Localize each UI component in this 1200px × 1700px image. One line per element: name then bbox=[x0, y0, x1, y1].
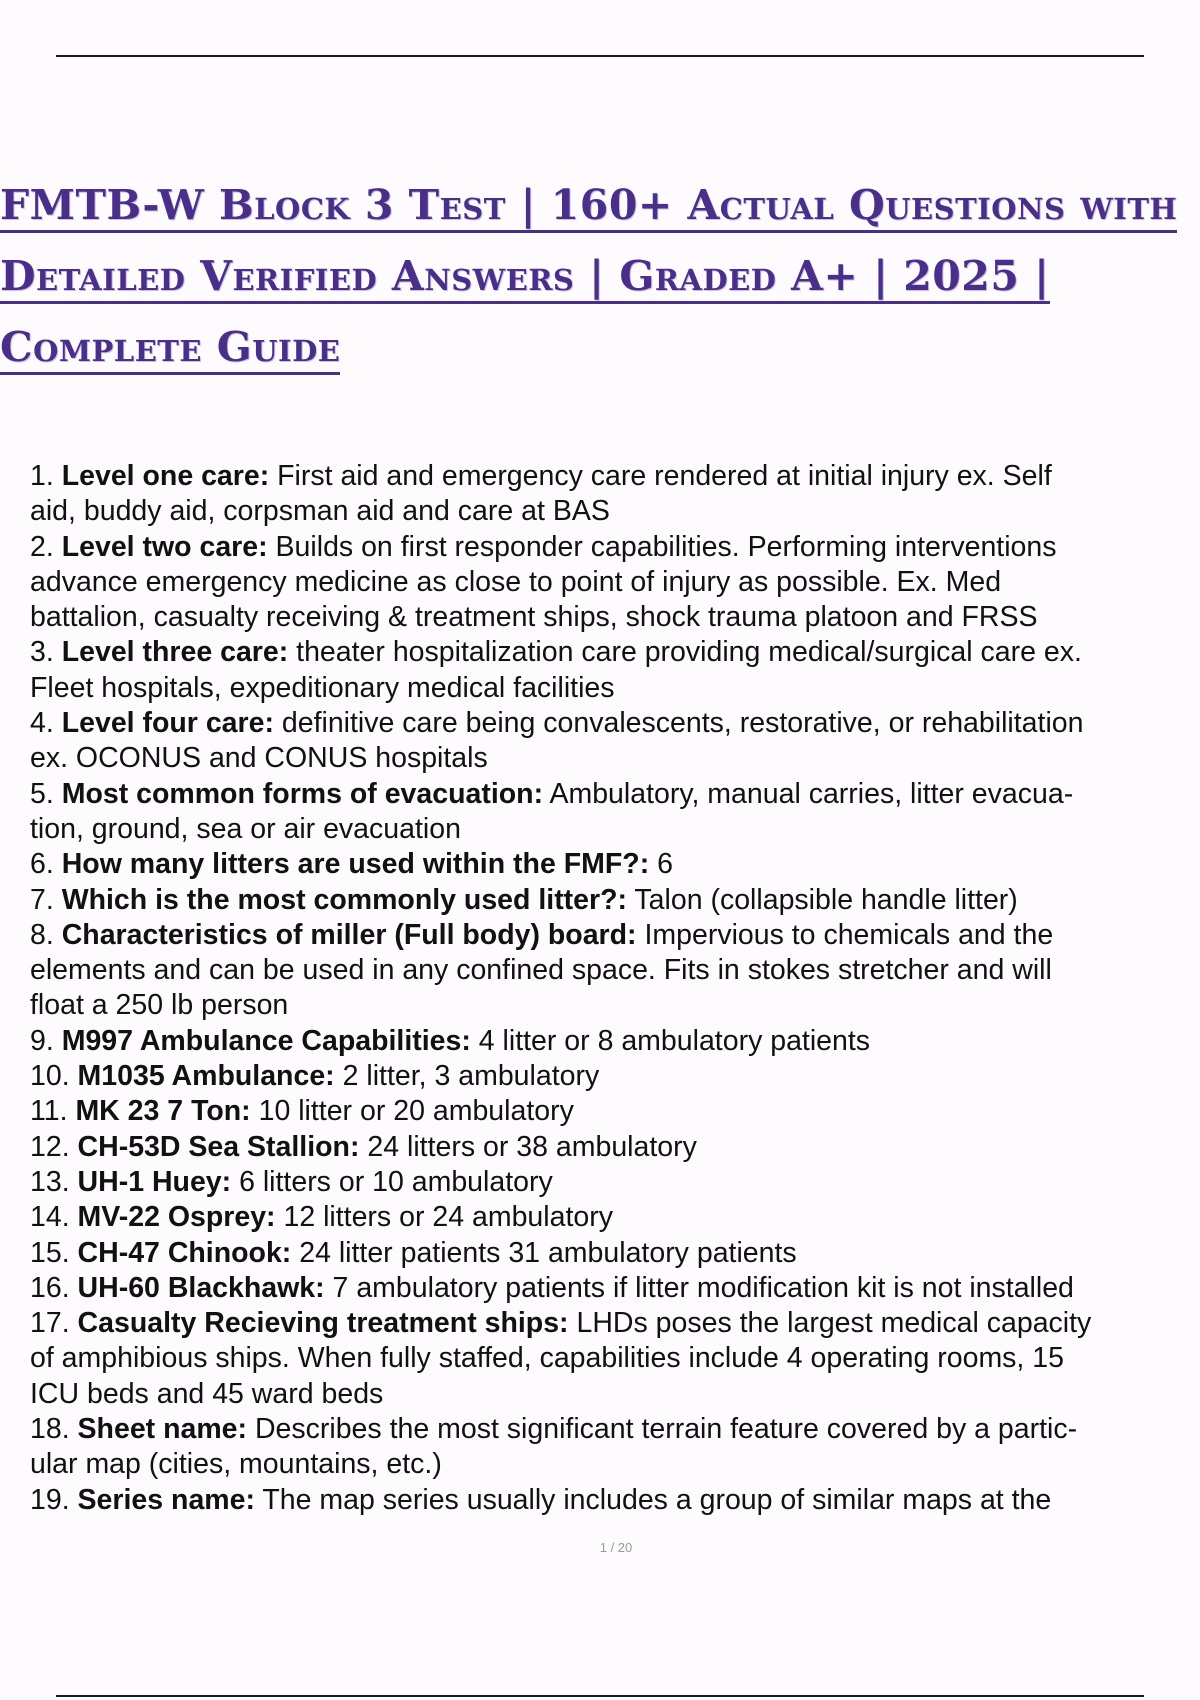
qa-item bbox=[30, 777, 1200, 848]
qa-line bbox=[30, 1165, 1200, 1200]
qa-answer-text: ex. OCONUS and CONUS hospitals bbox=[30, 742, 488, 775]
qa-answer-text: aid, buddy aid, corpsman aid and care at BAS bbox=[30, 495, 610, 528]
qa-line bbox=[30, 1236, 1200, 1271]
qa-line bbox=[30, 494, 1200, 529]
qa-number: 7. bbox=[30, 883, 54, 916]
qa-answer-text: battalion, casualty receiving & treatment ships, shock trauma platoon and FRSS bbox=[30, 601, 1038, 634]
qa-question: Series name: bbox=[77, 1483, 255, 1516]
qa-question: M1035 Ambulance: bbox=[77, 1060, 335, 1093]
qa-item bbox=[30, 1094, 1200, 1129]
qa-number: 9. bbox=[30, 1024, 54, 1057]
qa-item bbox=[30, 918, 1200, 1024]
qa-question: CH-47 Chinook: bbox=[77, 1236, 292, 1269]
qa-number: 6. bbox=[30, 848, 54, 881]
qa-question: CH-53D Sea Stallion: bbox=[77, 1130, 360, 1163]
qa-number: 5. bbox=[30, 777, 54, 810]
qa-answer-text: tion, ground, sea or air evacuation bbox=[30, 812, 461, 845]
qa-question: UH-60 Blackhawk: bbox=[77, 1271, 325, 1304]
qa-line bbox=[30, 635, 1200, 670]
qa-line bbox=[30, 459, 1200, 494]
qa-question: Sheet name: bbox=[77, 1413, 248, 1446]
qa-answer-text: Ambulatory, manual carries, litter evacua- bbox=[543, 777, 1074, 810]
page-indicator: 1 / 20 bbox=[599, 1540, 633, 1555]
qa-line bbox=[30, 1412, 1200, 1447]
document-title bbox=[0, 170, 1178, 383]
qa-question: Level four care: bbox=[61, 707, 274, 740]
qa-item bbox=[30, 459, 1200, 530]
qa-item bbox=[30, 883, 1200, 918]
qa-question: Which is the most commonly used litter?: bbox=[61, 883, 628, 916]
qa-answer-text: Describes the most significant terrain feature covered by a partic- bbox=[247, 1413, 1078, 1446]
qa-number: 1. bbox=[30, 460, 54, 492]
question-answer-list bbox=[30, 459, 1200, 1518]
qa-answer-text: definitive care being convalescents, restorative, or rehabilitation bbox=[273, 707, 1084, 740]
qa-answer-text: of amphibious ships. When fully staffed, capabilities include 4 operating rooms, 15 bbox=[30, 1342, 1064, 1375]
qa-answer-text: ICU beds and 45 ward beds bbox=[30, 1377, 384, 1410]
qa-number: 17. bbox=[30, 1307, 70, 1340]
qa-answer-text: 24 litter patients 31 ambulatory patients bbox=[291, 1236, 797, 1269]
qa-line bbox=[30, 988, 1200, 1023]
qa-question: Characteristics of miller (Full body) board: bbox=[61, 918, 637, 951]
qa-line bbox=[30, 1306, 1200, 1341]
qa-item bbox=[30, 847, 1200, 882]
qa-number: 19. bbox=[30, 1483, 70, 1516]
qa-item bbox=[30, 1165, 1200, 1200]
qa-number: 16. bbox=[30, 1271, 70, 1304]
qa-item bbox=[30, 1483, 1200, 1518]
qa-answer-text: elements and can be used in any confined space. Fits in stokes stretcher and will bbox=[30, 954, 1052, 987]
qa-line bbox=[30, 1483, 1200, 1518]
qa-answer-text: 2 litter, 3 ambulatory bbox=[334, 1060, 600, 1093]
qa-answer-text: 6 litters or 10 ambulatory bbox=[231, 1165, 553, 1198]
qa-line bbox=[30, 918, 1200, 953]
qa-number: 4. bbox=[30, 707, 54, 740]
qa-answer-text: 10 litter or 20 ambulatory bbox=[250, 1095, 574, 1128]
qa-answer-text: 24 litters or 38 ambulatory bbox=[359, 1130, 697, 1163]
qa-number: 18. bbox=[30, 1413, 70, 1446]
qa-item bbox=[30, 1236, 1200, 1271]
qa-answer-text: LHDs poses the largest medical capacity bbox=[568, 1307, 1092, 1340]
qa-question: Casualty Recieving treatment ships: bbox=[77, 1307, 569, 1340]
title-line-2: Detailed Verified Answers | Graded A+ | 2025 | bbox=[0, 241, 1170, 312]
qa-number: 2. bbox=[30, 530, 54, 563]
qa-question: UH-1 Huey: bbox=[77, 1165, 232, 1198]
qa-answer-text: 7 ambulatory patients if litter modification kit is not installed bbox=[324, 1271, 1074, 1304]
qa-number: 12. bbox=[30, 1130, 70, 1163]
qa-line bbox=[30, 1200, 1200, 1235]
qa-line bbox=[30, 530, 1200, 565]
qa-item bbox=[30, 1412, 1200, 1483]
qa-answer-text: Fleet hospitals, expeditionary medical facilities bbox=[30, 671, 615, 704]
qa-number: 10. bbox=[30, 1060, 70, 1093]
qa-item bbox=[30, 1271, 1200, 1306]
qa-answer-text: Builds on first responder capabilities. Performing interventions bbox=[267, 530, 1057, 563]
qa-answer-text: Talon (collapsible handle litter) bbox=[627, 883, 1018, 916]
qa-answer-text: 12 litters or 24 ambulatory bbox=[275, 1201, 613, 1234]
qa-line bbox=[30, 1094, 1200, 1129]
qa-item bbox=[30, 1306, 1200, 1412]
qa-line bbox=[30, 1024, 1200, 1059]
qa-line bbox=[30, 1130, 1200, 1165]
qa-answer-text: theater hospitalization care providing medical/surgical care ex. bbox=[288, 636, 1082, 669]
qa-item bbox=[30, 1024, 1200, 1059]
qa-line bbox=[30, 706, 1200, 741]
qa-question: Level two care: bbox=[61, 530, 268, 563]
qa-question: Level one care: bbox=[61, 460, 270, 492]
qa-number: 14. bbox=[30, 1201, 70, 1234]
top-rule bbox=[56, 55, 1144, 57]
qa-answer-text: ular map (cities, mountains, etc.) bbox=[30, 1448, 442, 1481]
qa-answer-text: First aid and emergency care rendered at initial injury ex. Self bbox=[269, 460, 1052, 492]
qa-answer-text: float a 250 lb person bbox=[30, 989, 289, 1022]
qa-item bbox=[30, 1130, 1200, 1165]
qa-answer-text: 4 litter or 8 ambulatory patients bbox=[470, 1024, 871, 1057]
qa-answer-text: advance emergency medicine as close to point of injury as possible. Ex. Med bbox=[30, 565, 1002, 598]
qa-question: Most common forms of evacuation: bbox=[61, 777, 544, 810]
qa-line bbox=[30, 741, 1200, 776]
qa-answer-text: 6 bbox=[649, 848, 673, 881]
qa-line bbox=[30, 600, 1200, 635]
qa-line bbox=[30, 1059, 1200, 1094]
qa-number: 8. bbox=[30, 918, 54, 951]
qa-line bbox=[30, 953, 1200, 988]
qa-number: 15. bbox=[30, 1236, 70, 1269]
bottom-rule bbox=[56, 1695, 1144, 1697]
qa-question: How many litters are used within the FMF?: bbox=[61, 848, 650, 881]
qa-question: Level three care: bbox=[61, 636, 289, 669]
qa-item bbox=[30, 706, 1200, 777]
qa-number: 13. bbox=[30, 1165, 70, 1198]
qa-item bbox=[30, 530, 1200, 636]
qa-line bbox=[30, 777, 1200, 812]
qa-line bbox=[30, 812, 1200, 847]
qa-item bbox=[30, 635, 1200, 706]
title-line-3: Complete Guide bbox=[0, 312, 1170, 383]
qa-line bbox=[30, 847, 1200, 882]
qa-question: M997 Ambulance Capabilities: bbox=[61, 1024, 471, 1057]
qa-line bbox=[30, 1341, 1200, 1376]
qa-item bbox=[30, 1200, 1200, 1235]
qa-answer-text: The map series usually includes a group of similar maps at the bbox=[254, 1483, 1052, 1516]
qa-number: 11. bbox=[30, 1095, 68, 1128]
qa-line bbox=[30, 1377, 1200, 1412]
qa-question: MV-22 Osprey: bbox=[77, 1201, 276, 1234]
qa-line bbox=[30, 565, 1200, 600]
qa-answer-text: Impervious to chemicals and the bbox=[636, 918, 1054, 951]
qa-line bbox=[30, 1271, 1200, 1306]
qa-number: 3. bbox=[30, 636, 54, 669]
qa-item bbox=[30, 1059, 1200, 1094]
qa-line bbox=[30, 1447, 1200, 1482]
qa-line bbox=[30, 883, 1200, 918]
title-line-1: FMTB-W Block 3 Test | 160+ Actual Questions with bbox=[0, 170, 1170, 241]
qa-line bbox=[30, 671, 1200, 706]
qa-question: MK 23 7 Ton: bbox=[75, 1095, 251, 1128]
